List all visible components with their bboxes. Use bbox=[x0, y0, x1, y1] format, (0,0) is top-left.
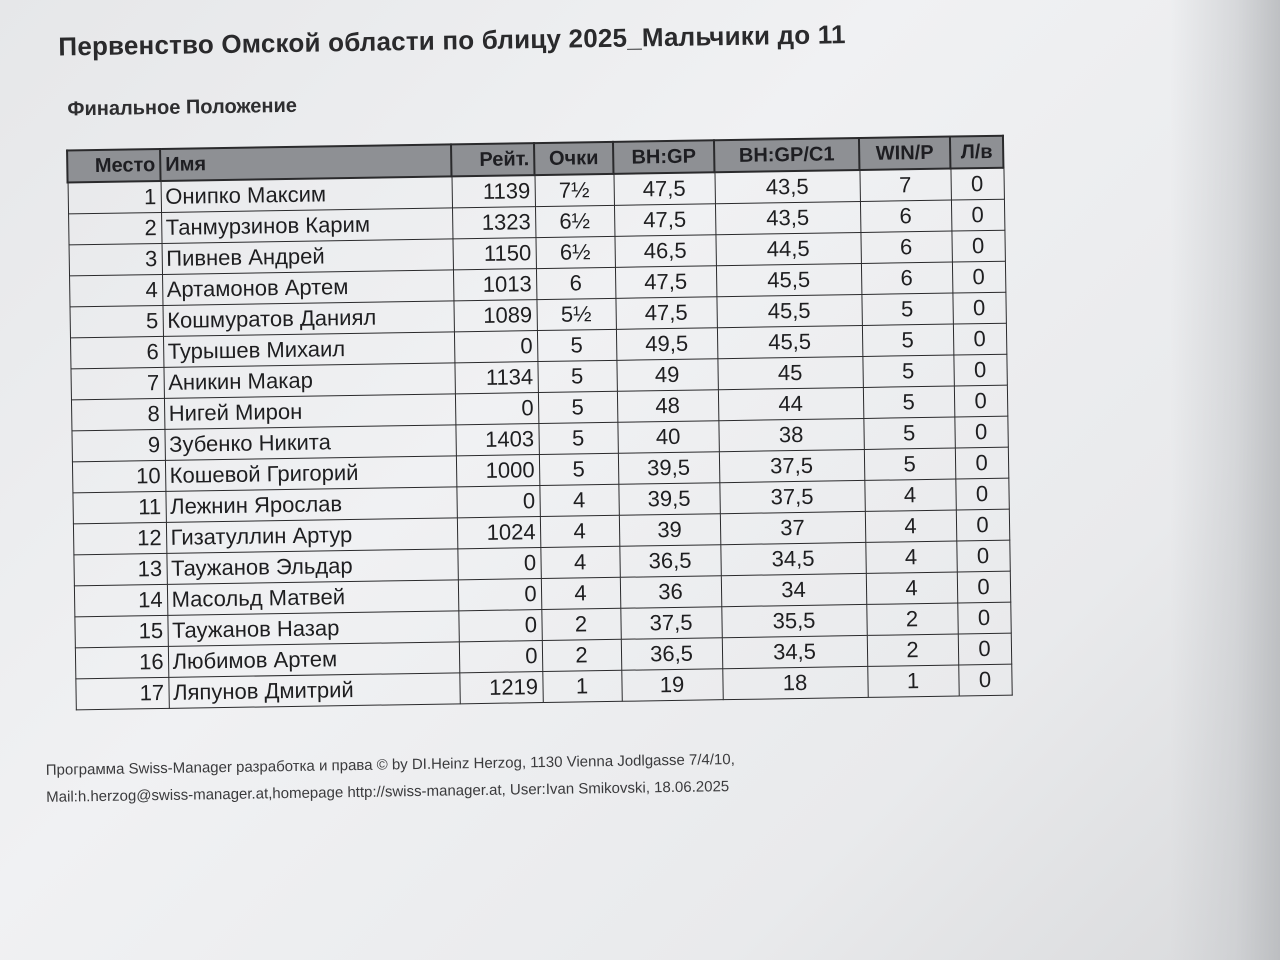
cell-name: Ляпунов Дмитрий bbox=[168, 673, 459, 709]
cell-lv: 0 bbox=[957, 602, 1010, 634]
cell-rating: 1219 bbox=[459, 672, 542, 704]
cell-lv: 0 bbox=[951, 199, 1004, 231]
cell-lv: 0 bbox=[952, 261, 1005, 293]
cell-bh-gp-c1: 34,5 bbox=[722, 635, 867, 668]
cell-name: Гизатуллин Артур bbox=[166, 518, 457, 554]
cell-rating: 1089 bbox=[453, 300, 536, 332]
cell-bh-gp: 37,5 bbox=[620, 607, 721, 640]
cell-win-p: 5 bbox=[863, 386, 954, 418]
cell-win-p: 4 bbox=[866, 572, 957, 604]
document-subtitle: Финальное Положение bbox=[67, 94, 298, 121]
cell-lv: 0 bbox=[954, 416, 1007, 448]
cell-bh-gp: 40 bbox=[617, 421, 718, 454]
cell-name: Масольд Матвей bbox=[167, 580, 458, 616]
cell-name: Любимов Артем bbox=[168, 642, 459, 678]
cell-place: 15 bbox=[74, 615, 167, 647]
cell-name: Турышев Михаил bbox=[163, 332, 454, 368]
footer bbox=[46, 741, 1053, 811]
cell-name: Таужанов Назар bbox=[167, 611, 458, 647]
cell-lv: 0 bbox=[953, 323, 1006, 355]
cell-bh-gp: 47,5 bbox=[614, 204, 715, 237]
cell-rating: 1323 bbox=[452, 207, 535, 239]
cell-name: Нигей Мирон bbox=[164, 394, 455, 430]
cell-place: 9 bbox=[71, 429, 164, 461]
cell-bh-gp-c1: 34,5 bbox=[720, 542, 865, 575]
cell-bh-gp-c1: 45,5 bbox=[717, 325, 862, 358]
cell-rating: 0 bbox=[455, 393, 538, 425]
cell-bh-gp-c1: 44,5 bbox=[715, 232, 860, 265]
cell-points: 6½ bbox=[535, 205, 614, 237]
cell-win-p: 5 bbox=[862, 355, 953, 387]
cell-points: 5½ bbox=[536, 298, 615, 330]
cell-win-p: 5 bbox=[861, 293, 952, 325]
cell-win-p: 4 bbox=[865, 510, 956, 542]
cell-bh-gp: 47,5 bbox=[613, 172, 714, 205]
cell-name: Онипко Максим bbox=[161, 176, 452, 212]
cell-bh-gp: 36,5 bbox=[621, 638, 722, 671]
cell-bh-gp-c1: 18 bbox=[722, 666, 867, 699]
cell-bh-gp-c1: 43,5 bbox=[714, 170, 859, 204]
cell-bh-gp-c1: 45 bbox=[717, 356, 862, 389]
cell-name: Зубенко Никита bbox=[164, 425, 455, 461]
cell-points: 5 bbox=[538, 391, 617, 423]
cell-win-p: 4 bbox=[865, 541, 956, 573]
cell-place: 3 bbox=[69, 243, 162, 275]
cell-lv: 0 bbox=[957, 571, 1010, 603]
cell-bh-gp-c1: 38 bbox=[718, 418, 863, 451]
cell-bh-gp-c1: 44 bbox=[718, 387, 863, 420]
cell-place: 16 bbox=[75, 646, 168, 678]
cell-rating: 1403 bbox=[455, 424, 538, 456]
cell-lv: 0 bbox=[955, 447, 1008, 479]
cell-bh-gp: 36 bbox=[620, 576, 721, 609]
cell-points: 4 bbox=[540, 546, 619, 578]
cell-points: 6½ bbox=[535, 236, 614, 268]
cell-points: 4 bbox=[540, 515, 619, 547]
cell-place: 5 bbox=[70, 305, 163, 337]
cell-lv: 0 bbox=[951, 230, 1004, 262]
cell-bh-gp: 39,5 bbox=[618, 483, 719, 516]
cell-rating: 1013 bbox=[453, 269, 536, 301]
cell-points: 4 bbox=[541, 577, 620, 609]
header-lv: Л/в bbox=[950, 136, 1003, 169]
cell-rating: 0 bbox=[459, 641, 542, 673]
cell-lv: 0 bbox=[953, 354, 1006, 386]
cell-lv: 0 bbox=[958, 633, 1011, 665]
cell-bh-gp: 36,5 bbox=[619, 545, 720, 578]
cell-rating: 1000 bbox=[456, 455, 539, 487]
cell-rating: 0 bbox=[454, 331, 537, 363]
cell-win-p: 2 bbox=[867, 634, 958, 666]
cell-bh-gp: 49,5 bbox=[616, 328, 717, 361]
cell-bh-gp: 47,5 bbox=[615, 297, 716, 330]
cell-bh-gp: 39,5 bbox=[618, 452, 719, 485]
paper-edge-shadow bbox=[1170, 0, 1280, 960]
cell-points: 5 bbox=[537, 329, 616, 361]
cell-points: 2 bbox=[541, 608, 620, 640]
cell-bh-gp-c1: 37,5 bbox=[719, 480, 864, 513]
document bbox=[30, 4, 1052, 811]
cell-win-p: 6 bbox=[861, 262, 952, 294]
cell-name: Артамонов Артем bbox=[162, 270, 453, 306]
cell-bh-gp: 19 bbox=[621, 669, 722, 702]
cell-name: Пивнев Андрей bbox=[162, 239, 453, 275]
cell-place: 7 bbox=[70, 367, 163, 399]
cell-rating: 1139 bbox=[452, 175, 535, 208]
cell-lv: 0 bbox=[954, 385, 1007, 417]
cell-lv: 0 bbox=[952, 292, 1005, 324]
table-body bbox=[68, 168, 1012, 710]
cell-place: 12 bbox=[73, 522, 166, 554]
cell-name: Лежнин Ярослав bbox=[165, 487, 456, 523]
cell-rating: 1134 bbox=[454, 362, 537, 394]
cell-points: 5 bbox=[539, 453, 618, 485]
cell-rating: 0 bbox=[458, 610, 541, 642]
cell-win-p: 2 bbox=[866, 603, 957, 635]
cell-place: 14 bbox=[74, 584, 167, 616]
cell-name: Танмурзинов Карим bbox=[161, 208, 452, 244]
cell-bh-gp: 47,5 bbox=[615, 266, 716, 299]
cell-bh-gp-c1: 45,5 bbox=[716, 294, 861, 327]
cell-points: 2 bbox=[542, 639, 621, 671]
cell-win-p: 6 bbox=[860, 231, 951, 263]
cell-points: 5 bbox=[538, 422, 617, 454]
cell-place: 1 bbox=[68, 181, 161, 214]
cell-name: Кошмуратов Даниял bbox=[163, 301, 454, 337]
cell-bh-gp: 48 bbox=[617, 390, 718, 423]
cell-rating: 0 bbox=[456, 486, 539, 518]
cell-bh-gp-c1: 43,5 bbox=[715, 201, 860, 234]
cell-bh-gp-c1: 37 bbox=[720, 511, 865, 544]
header-rating: Рейт. bbox=[451, 143, 534, 176]
cell-bh-gp-c1: 37,5 bbox=[719, 449, 864, 482]
cell-points: 6 bbox=[536, 267, 615, 299]
footer-line-2: Mail:h.herzog@swiss-manager.at,homepage http://swiss-manager.at, User:Ivan Smikovski, 18.06.2025 bbox=[46, 778, 730, 806]
cell-points: 5 bbox=[537, 360, 616, 392]
cell-place: 4 bbox=[69, 274, 162, 306]
cell-lv: 0 bbox=[956, 540, 1009, 572]
cell-name: Таужанов Эльдар bbox=[166, 549, 457, 585]
cell-place: 2 bbox=[68, 212, 161, 244]
cell-bh-gp-c1: 34 bbox=[721, 573, 866, 606]
cell-bh-gp-c1: 35,5 bbox=[721, 604, 866, 637]
cell-win-p: 5 bbox=[864, 448, 955, 480]
cell-lv: 0 bbox=[958, 664, 1011, 696]
cell-win-p: 5 bbox=[862, 324, 953, 356]
cell-rating: 1150 bbox=[452, 238, 535, 270]
footer-line-1: Программа Swiss-Manager разработка и права © by DI.Heinz Herzog, 1130 Vienna Jodlgasse 7/4/10, bbox=[45, 751, 735, 779]
cell-bh-gp: 49 bbox=[616, 359, 717, 392]
cell-rating: 0 bbox=[457, 548, 540, 580]
cell-rating: 1024 bbox=[457, 517, 540, 549]
cell-place: 17 bbox=[75, 677, 168, 709]
header-win-p: WIN/P bbox=[859, 137, 950, 170]
cell-lv: 0 bbox=[956, 509, 1009, 541]
cell-win-p: 4 bbox=[864, 479, 955, 511]
cell-win-p: 1 bbox=[867, 665, 958, 697]
cell-points: 4 bbox=[539, 484, 618, 516]
cell-points: 1 bbox=[542, 670, 621, 702]
cell-place: 11 bbox=[72, 491, 165, 523]
cell-rating: 0 bbox=[458, 579, 541, 611]
header-bh-gp-c1: BH:GP/C1 bbox=[714, 138, 859, 172]
cell-name: Кошевой Григорий bbox=[165, 456, 456, 492]
header-bh-gp: BH:GP bbox=[613, 140, 714, 174]
cell-place: 8 bbox=[71, 398, 164, 430]
cell-win-p: 5 bbox=[863, 417, 954, 449]
document-title: Первенство Омской области по блицу 2025_Мальчики до 11 bbox=[58, 19, 846, 62]
cell-lv: 0 bbox=[950, 168, 1003, 200]
cell-name: Аникин Макар bbox=[163, 363, 454, 399]
cell-lv: 0 bbox=[955, 478, 1008, 510]
cell-bh-gp: 46,5 bbox=[614, 235, 715, 268]
cell-bh-gp: 39 bbox=[619, 514, 720, 547]
cell-place: 6 bbox=[70, 336, 163, 368]
cell-points: 7½ bbox=[534, 174, 613, 207]
cell-bh-gp-c1: 45,5 bbox=[716, 263, 861, 296]
standings-table bbox=[66, 135, 1013, 711]
cell-win-p: 6 bbox=[860, 200, 951, 232]
cell-place: 13 bbox=[73, 553, 166, 585]
header-place: Место bbox=[67, 149, 160, 182]
header-points: Очки bbox=[534, 142, 613, 175]
cell-win-p: 7 bbox=[859, 169, 950, 202]
header-name: Имя bbox=[160, 144, 451, 181]
cell-place: 10 bbox=[72, 460, 165, 492]
